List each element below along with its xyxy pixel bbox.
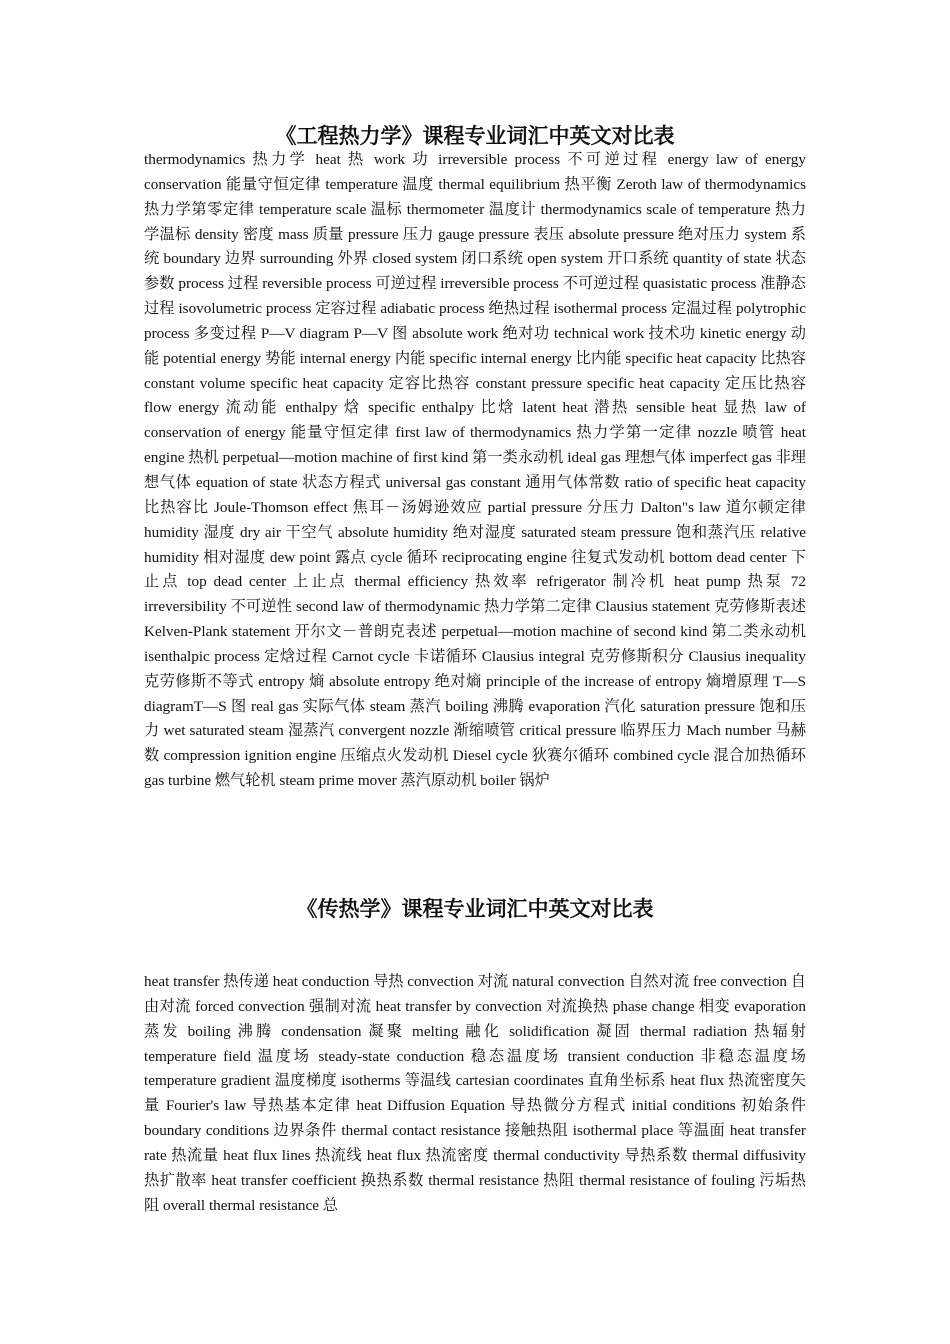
section2-glossary-text: heat transfer 热传递 heat conduction 导热 convection 对流 natural convection 自然对流 free convection 自由对流 forced convection 强制对流 heat transfer by convection 对流换热 phase change 相变 evaporation 蒸发 boiling 沸腾 condensation 凝聚 melting 融化 solidification 凝固 thermal radiation 热辐射 temperature field 温度场 steady-state conduction 稳态温度场 transient conduction 非稳态温度场 temperature gradient 温度梯度 isotherms 等温线 cartesian coordinates 直角坐标系 heat flux 热流密度矢量 Fourier's law 导热基本定律 heat Diffusion Equation 导热微分方程式 initial conditions 初始条件 boundary conditions 边界条件 thermal contact resistance 接触热阻 isothermal place 等温面 heat transfer rate 热流量 heat flux lines 热流线 heat flux 热流密度 thermal conductivity 导热系数 thermal diffusivity 热扩散率 heat transfer coefficient 换热系数 thermal resistance 热阻 thermal resistance of fouling 污垢热阻 overall thermal resistance 总 <box>144 973 806 1214</box>
section1-title: 《工程热力学》课程专业词汇中英文对比表 <box>275 123 675 148</box>
section1-glossary-text: thermodynamics 热力学 heat 热 work 功 irreversible process 不可逆过程 energy law of energy conservation 能量守恒定律 temperature 温度 thermal equilibrium 热平衡 Zeroth law of thermodynamics 热力学第零定律 temperature scale 温标 thermometer 温度计 thermodynamics scale of temperature 热力学温标 density 密度 mass 质量 pressure 压力 gauge pressure 表压 absolute pressure 绝对压力 system 系统 boundary 边界 surrounding 外界 closed system 闭口系统 open system 开口系统 quantity of state 状态参数 process 过程 reversible process 可逆过程 irreversible process 不可逆过程 quasistatic process 准静态过程 isovolumetric process 定容过程 adiabatic process 绝热过程 isothermal process 定温过程 polytrophic process 多变过程 P—V diagram P—V 图 absolute work 绝对功 technical work 技术功 kinetic energy 动能 potential energy 势能 internal energy 内能 specific internal energy 比内能 specific heat capacity 比热容 constant volume specific heat capacity 定容比热容 constant pressure specific heat capacity 定压比热容 flow energy 流动能 enthalpy 焓 specific enthalpy 比焓 latent heat 潜热 sensible heat 显热 law of conservation of energy 能量守恒定律 first law of thermodynamics 热力学第一定律 nozzle 喷管 heat engine 热机 perpetual—motion machine of first kind 第一类永动机 ideal gas 理想气体 imperfect gas 非理想气体 equation of state 状态方程式 universal gas constant 通用气体常数 ratio of specific heat capacity 比热容比 Joule-Thomson effect 焦耳－汤姆逊效应 partial pressure 分压力 Dalton"s law 道尔顿定律 humidity 湿度 dry air 干空气 absolute humidity 绝对湿度 saturated steam pressure 饱和蒸汽压 relative humidity 相对湿度 dew point 露点 cycle 循环 reciprocating engine 往复式发动机 bottom dead center 下止点 top dead center 上止点 thermal efficiency 热效率 refrigerator 制冷机 heat pump 热泵 72 irreversibility 不可逆性 second law of thermodynamic 热力学第二定律 Clausius statement 克劳修斯表述 Kelven-Plank statement 开尔文－普朗克表述 perpetual—motion machine of second kind 第二类永动机 isenthalpic process 定焓过程 Carnot cycle 卡诺循环 Clausius integral 克劳修斯积分 Clausius inequality 克劳修斯不等式 entropy 熵 absolute entropy 绝对熵 principle of the increase of entropy 熵增原理 T—S diagramT—S 图 real gas 实际气体 steam 蒸汽 boiling 沸腾 evaporation 汽化 saturation pressure 饱和压力 wet saturated steam 湿蒸汽 convergent nozzle 渐缩喷管 critical pressure 临界压力 Mach number 马赫数 compression ignition engine 压缩点火发动机 Diesel cycle 狄赛尔循环 combined cycle 混合加热循环 gas turbine 燃气轮机 steam prime mover 蒸汽原动机 boiler 锅炉 <box>144 151 806 790</box>
section2-title: 《传热学》课程专业词汇中英文对比表 <box>296 896 654 921</box>
